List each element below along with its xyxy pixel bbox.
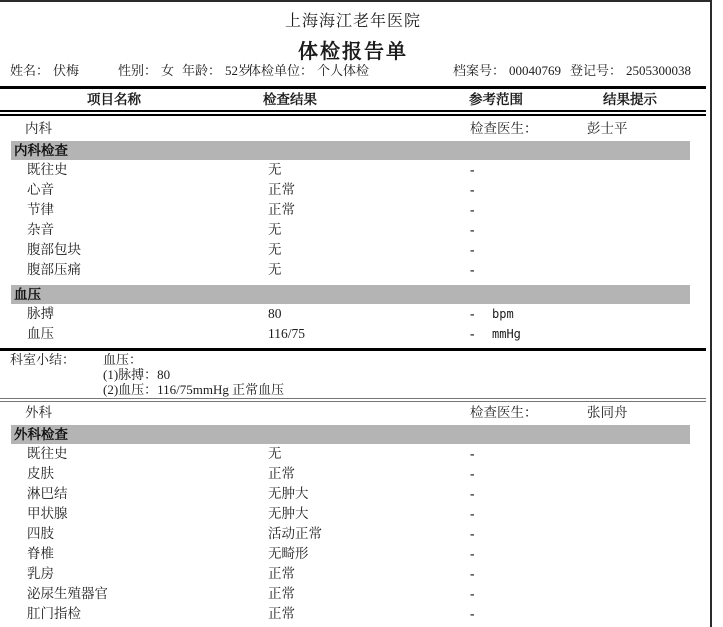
- item-name: 泌尿生殖器官: [27, 586, 108, 601]
- item-reference: -: [470, 526, 475, 541]
- item-reference: -: [470, 506, 475, 521]
- department-summary: [0, 351, 706, 398]
- item-name: 肛门指检: [27, 606, 81, 621]
- group-bar-internal-exam: 内科检查: [11, 141, 690, 160]
- table-row: [0, 604, 706, 624]
- header-bottom-double-rule: [0, 110, 706, 116]
- item-reference: -: [470, 446, 475, 461]
- item-name: 既往史: [27, 446, 68, 461]
- item-name: 心音: [27, 182, 54, 197]
- section-header-surgery: [0, 402, 706, 424]
- item-name: 节律: [27, 202, 54, 217]
- hospital-name: 上海海江老年医院: [284, 13, 421, 30]
- file-number-field: [453, 62, 561, 80]
- exam-unit-label: 体检单位：: [248, 63, 314, 78]
- item-reference: -: [470, 466, 475, 481]
- item-reference: -: [470, 182, 475, 197]
- exam-unit-field: [248, 62, 369, 80]
- item-result: 无: [268, 222, 282, 237]
- patient-age-field: [182, 62, 251, 80]
- patient-gender-value: 女: [161, 63, 175, 78]
- table-row: [0, 220, 706, 240]
- item-name: 脊椎: [27, 546, 54, 561]
- examining-doctor-label: 检查医生：: [470, 121, 538, 136]
- item-result: 正常: [268, 182, 295, 197]
- item-result: 正常: [268, 606, 295, 621]
- item-reference: -: [470, 326, 475, 341]
- item-reference: -: [470, 242, 475, 257]
- examining-doctor-label: 检查医生：: [470, 405, 538, 420]
- patient-age-label: 年龄：: [182, 63, 222, 78]
- table-row: [0, 544, 706, 564]
- item-result: 无: [268, 446, 282, 461]
- section-header-internal-medicine: [0, 118, 706, 140]
- item-name: 四肢: [27, 526, 54, 541]
- item-reference: -: [470, 586, 475, 601]
- table-row: [0, 504, 706, 524]
- item-result: 无肿大: [268, 506, 309, 521]
- item-result: 正常: [268, 566, 295, 581]
- report-body: [0, 118, 706, 624]
- item-result: 正常: [268, 202, 295, 217]
- file-number-label: 档案号：: [453, 63, 506, 78]
- examining-doctor-name: 彭士平: [587, 121, 628, 136]
- group-bar-blood-pressure: 血压: [11, 285, 690, 304]
- column-header-result: 检查结果: [263, 92, 317, 107]
- item-name: 甲状腺: [27, 506, 68, 521]
- item-reference: -: [470, 202, 475, 217]
- table-row: [0, 484, 706, 504]
- item-name: 既往史: [27, 162, 68, 177]
- item-name: 腹部压痛: [27, 262, 81, 277]
- item-name: 脉搏: [27, 306, 54, 321]
- item-unit: bpm: [492, 307, 514, 321]
- item-name: 腹部包块: [27, 242, 81, 257]
- summary-label: 科室小结：: [10, 352, 76, 367]
- patient-age-value: 52岁: [225, 63, 252, 78]
- page-right-border: [710, 0, 712, 627]
- group-bar-surgery-exam: 外科检查: [11, 425, 690, 444]
- item-result: 无: [268, 242, 282, 257]
- item-reference: -: [470, 546, 475, 561]
- patient-name-value: 伏梅: [53, 63, 80, 78]
- item-result: 无: [268, 162, 282, 177]
- table-row: [0, 304, 706, 324]
- item-reference: -: [470, 262, 475, 277]
- table-row: [0, 464, 706, 484]
- table-row: [0, 180, 706, 200]
- report-title: 体检报告单: [298, 41, 408, 63]
- item-result: 116/75: [268, 326, 305, 341]
- item-reference: -: [470, 566, 475, 581]
- department-name: 内科: [25, 121, 52, 136]
- patient-name-label: 姓名：: [10, 63, 50, 78]
- item-result: 无: [268, 262, 282, 277]
- table-row: [0, 564, 706, 584]
- item-name: 血压: [27, 326, 54, 341]
- item-name: 乳房: [27, 566, 54, 581]
- page-top-border: [0, 0, 712, 2]
- table-row: [0, 524, 706, 544]
- registration-number-label: 登记号：: [570, 63, 623, 78]
- patient-info-bar: [0, 62, 706, 80]
- column-header-reference-range: 参考范围: [469, 92, 523, 107]
- item-reference: -: [470, 306, 475, 321]
- table-row: [0, 160, 706, 180]
- item-unit: mmHg: [492, 327, 521, 341]
- item-reference: -: [470, 486, 475, 501]
- item-result: 无肿大: [268, 486, 309, 501]
- summary-line: (2)血压：116/75mmHg 正常血压: [103, 382, 285, 397]
- item-reference: -: [470, 222, 475, 237]
- item-name: 皮肤: [27, 466, 54, 481]
- exam-unit-value: 个人体检: [317, 63, 370, 78]
- registration-number-field: [570, 62, 691, 80]
- summary-line: 血压：: [103, 352, 143, 367]
- patient-name-field: [10, 62, 79, 80]
- table-row: [0, 324, 706, 344]
- table-row: [0, 260, 706, 280]
- patient-gender-field: [118, 62, 174, 80]
- table-header-row: [0, 90, 706, 110]
- registration-number-value: 2505300038: [626, 63, 692, 78]
- table-row: [0, 444, 706, 464]
- department-name: 外科: [25, 405, 52, 420]
- item-reference: -: [470, 162, 475, 177]
- item-name: 杂音: [27, 222, 54, 237]
- item-result: 正常: [268, 466, 295, 481]
- item-reference: -: [470, 606, 475, 621]
- item-result: 正常: [268, 586, 295, 601]
- item-result: 无畸形: [268, 546, 309, 561]
- examining-doctor-name: 张同舟: [587, 405, 628, 420]
- item-result: 活动正常: [268, 526, 322, 541]
- item-name: 淋巴结: [27, 486, 68, 501]
- summary-line: (1)脉搏：80: [103, 367, 171, 382]
- header-top-rule: [0, 86, 706, 89]
- table-row: [0, 584, 706, 604]
- item-result: 80: [268, 306, 282, 321]
- table-row: [0, 240, 706, 260]
- column-header-item-name: 项目名称: [87, 92, 141, 107]
- column-header-result-hint: 结果提示: [603, 92, 657, 107]
- patient-gender-label: 性别：: [118, 63, 158, 78]
- file-number-value: 00040769: [509, 63, 562, 78]
- table-row: [0, 200, 706, 220]
